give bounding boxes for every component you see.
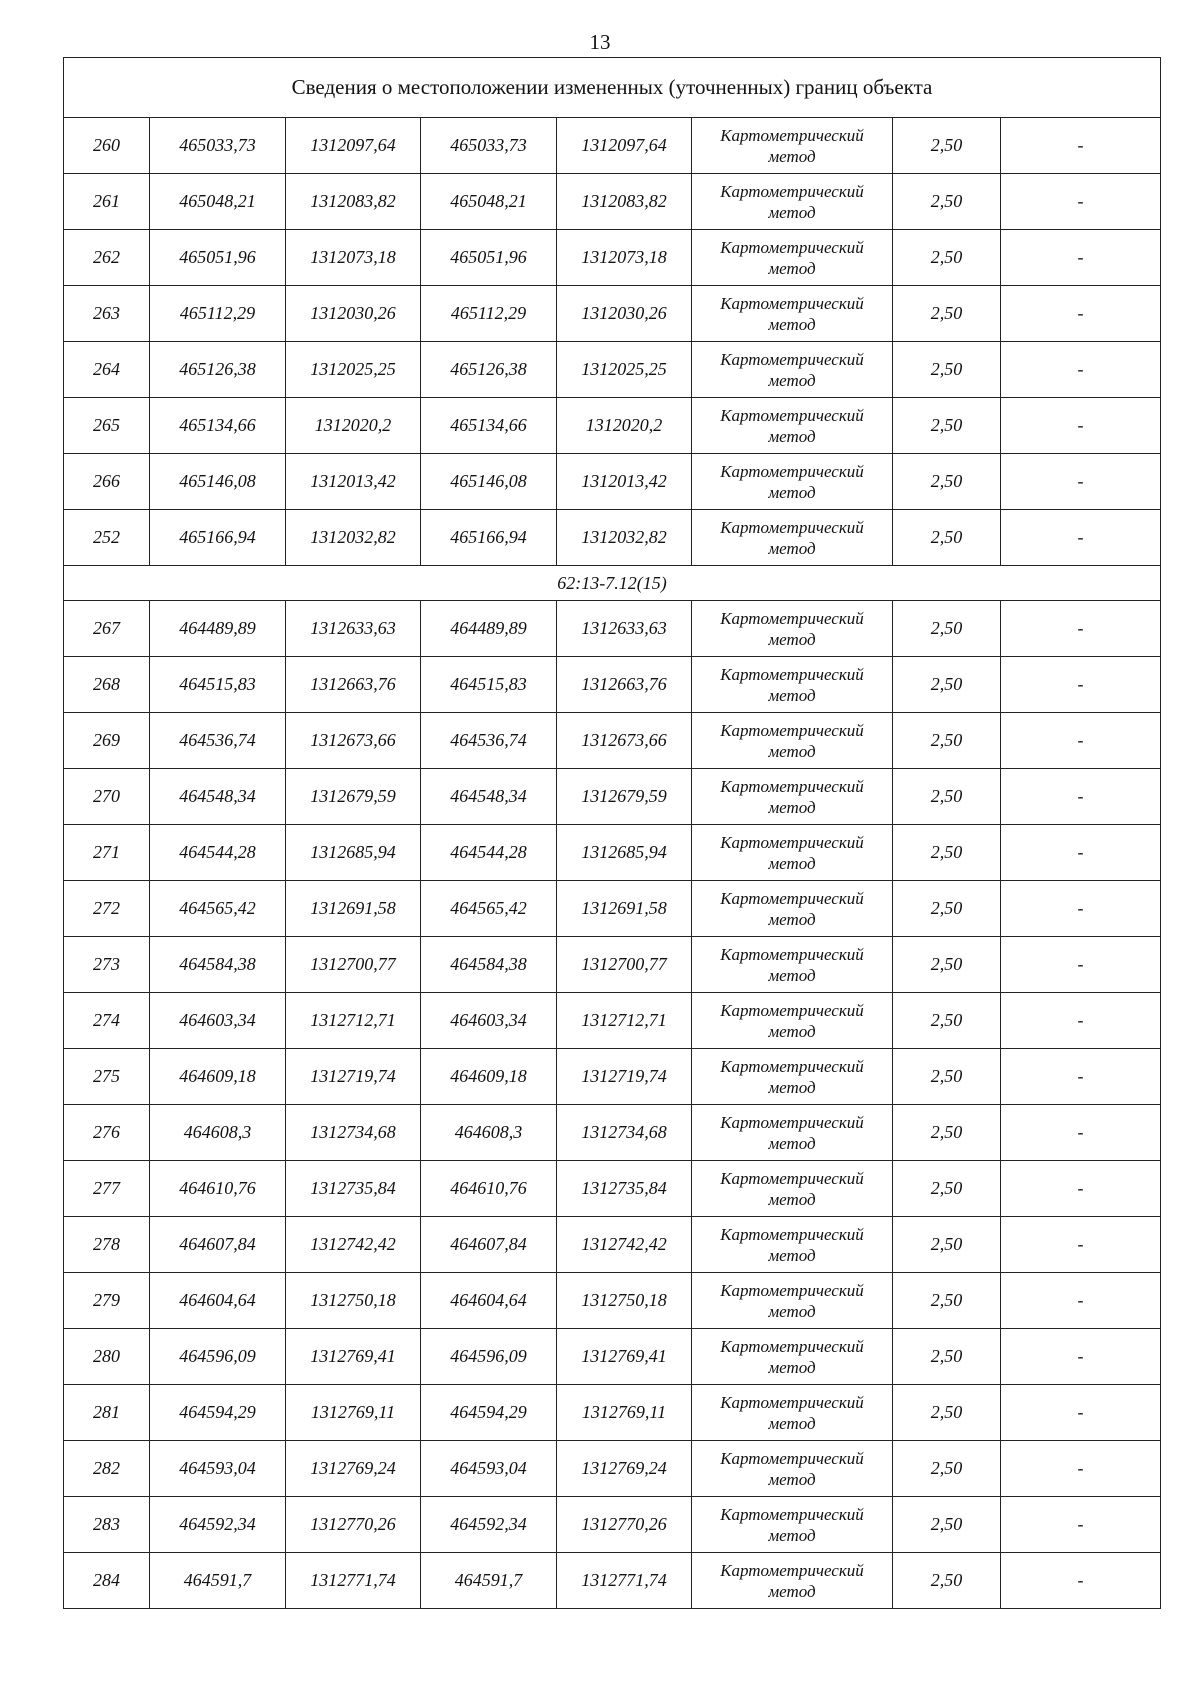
cell-x-new: 464609,18 xyxy=(421,1049,557,1105)
cell-method: Картометрический метод xyxy=(692,993,893,1049)
cell-y-new: 1312633,63 xyxy=(557,601,692,657)
cell-method: Картометрический метод xyxy=(692,1217,893,1273)
cell-accuracy: 2,50 xyxy=(893,398,1001,454)
cell-accuracy: 2,50 xyxy=(893,769,1001,825)
cell-y-new: 1312769,41 xyxy=(557,1329,692,1385)
cell-accuracy: 2,50 xyxy=(893,174,1001,230)
cell-y-new: 1312691,58 xyxy=(557,881,692,937)
cell-method: Картометрический метод xyxy=(692,1553,893,1609)
page-number: 13 xyxy=(589,30,611,54)
cell-y-new: 1312083,82 xyxy=(557,174,692,230)
cell-y-existing: 1312712,71 xyxy=(286,993,421,1049)
cell-method: Картометрический метод xyxy=(692,286,893,342)
cell-y-new: 1312663,76 xyxy=(557,657,692,713)
cell-y-new: 1312032,82 xyxy=(557,510,692,566)
cell-y-new: 1312025,25 xyxy=(557,342,692,398)
cell-y-new: 1312685,94 xyxy=(557,825,692,881)
cell-method: Картометрический метод xyxy=(692,937,893,993)
cell-point-number: 278 xyxy=(64,1217,150,1273)
cell-accuracy: 2,50 xyxy=(893,118,1001,174)
cell-accuracy: 2,50 xyxy=(893,1329,1001,1385)
table-row xyxy=(64,510,1161,566)
table-row xyxy=(64,342,1161,398)
cell-y-existing: 1312097,64 xyxy=(286,118,421,174)
table-row xyxy=(64,657,1161,713)
cell-y-existing: 1312030,26 xyxy=(286,286,421,342)
cell-point-number: 273 xyxy=(64,937,150,993)
table-row xyxy=(64,825,1161,881)
table-row xyxy=(64,993,1161,1049)
cell-description: - xyxy=(1001,881,1161,937)
cell-x-new: 464603,34 xyxy=(421,993,557,1049)
cell-y-new: 1312750,18 xyxy=(557,1273,692,1329)
cell-x-new: 465166,94 xyxy=(421,510,557,566)
cell-x-existing: 464593,04 xyxy=(150,1441,286,1497)
table-row xyxy=(64,769,1161,825)
cell-method: Картометрический метод xyxy=(692,881,893,937)
cell-x-existing: 465146,08 xyxy=(150,454,286,510)
table-row xyxy=(64,1385,1161,1441)
cell-x-new: 464565,42 xyxy=(421,881,557,937)
table-row xyxy=(64,1105,1161,1161)
cell-x-new: 465134,66 xyxy=(421,398,557,454)
cell-y-existing: 1312769,24 xyxy=(286,1441,421,1497)
cell-x-new: 464489,89 xyxy=(421,601,557,657)
cell-y-new: 1312097,64 xyxy=(557,118,692,174)
cell-description: - xyxy=(1001,286,1161,342)
table-row xyxy=(64,174,1161,230)
cell-point-number: 279 xyxy=(64,1273,150,1329)
cell-y-existing: 1312013,42 xyxy=(286,454,421,510)
cell-x-new: 464594,29 xyxy=(421,1385,557,1441)
table-row xyxy=(64,937,1161,993)
cell-method: Картометрический метод xyxy=(692,657,893,713)
cell-method: Картометрический метод xyxy=(692,398,893,454)
cell-y-existing: 1312735,84 xyxy=(286,1161,421,1217)
cell-y-existing: 1312685,94 xyxy=(286,825,421,881)
cell-accuracy: 2,50 xyxy=(893,1105,1001,1161)
cell-x-new: 464607,84 xyxy=(421,1217,557,1273)
cell-y-existing: 1312769,11 xyxy=(286,1385,421,1441)
table-row xyxy=(64,1161,1161,1217)
cell-description: - xyxy=(1001,1105,1161,1161)
cell-description: - xyxy=(1001,769,1161,825)
cell-point-number: 261 xyxy=(64,174,150,230)
cell-y-new: 1312073,18 xyxy=(557,230,692,286)
cell-x-existing: 464489,89 xyxy=(150,601,286,657)
boundary-coordinates-table xyxy=(63,57,1161,1609)
cell-x-existing: 465112,29 xyxy=(150,286,286,342)
cell-method: Картометрический метод xyxy=(692,1105,893,1161)
cell-description: - xyxy=(1001,1049,1161,1105)
cell-point-number: 265 xyxy=(64,398,150,454)
cell-y-existing: 1312742,42 xyxy=(286,1217,421,1273)
cell-method: Картометрический метод xyxy=(692,230,893,286)
cell-method: Картометрический метод xyxy=(692,174,893,230)
cell-x-existing: 465126,38 xyxy=(150,342,286,398)
cell-x-existing: 464536,74 xyxy=(150,713,286,769)
cell-description: - xyxy=(1001,1441,1161,1497)
cell-y-new: 1312742,42 xyxy=(557,1217,692,1273)
cell-accuracy: 2,50 xyxy=(893,601,1001,657)
cell-description: - xyxy=(1001,825,1161,881)
cell-point-number: 277 xyxy=(64,1161,150,1217)
cell-x-existing: 464610,76 xyxy=(150,1161,286,1217)
cell-point-number: 275 xyxy=(64,1049,150,1105)
cell-y-new: 1312700,77 xyxy=(557,937,692,993)
cell-y-existing: 1312770,26 xyxy=(286,1497,421,1553)
table-row xyxy=(64,398,1161,454)
cell-accuracy: 2,50 xyxy=(893,510,1001,566)
cell-description: - xyxy=(1001,601,1161,657)
cell-method: Картометрический метод xyxy=(692,342,893,398)
cell-x-existing: 464544,28 xyxy=(150,825,286,881)
cell-x-new: 464536,74 xyxy=(421,713,557,769)
cell-x-existing: 464515,83 xyxy=(150,657,286,713)
cell-description: - xyxy=(1001,510,1161,566)
cell-y-new: 1312673,66 xyxy=(557,713,692,769)
cell-x-existing: 464603,34 xyxy=(150,993,286,1049)
cell-description: - xyxy=(1001,118,1161,174)
cell-x-new: 464515,83 xyxy=(421,657,557,713)
cell-method: Картометрический метод xyxy=(692,825,893,881)
cell-accuracy: 2,50 xyxy=(893,230,1001,286)
table-row xyxy=(64,1049,1161,1105)
cell-y-existing: 1312083,82 xyxy=(286,174,421,230)
cell-x-existing: 465033,73 xyxy=(150,118,286,174)
cell-accuracy: 2,50 xyxy=(893,1385,1001,1441)
cell-point-number: 262 xyxy=(64,230,150,286)
cell-description: - xyxy=(1001,1385,1161,1441)
cell-x-new: 465146,08 xyxy=(421,454,557,510)
table-row xyxy=(64,454,1161,510)
cell-method: Картометрический метод xyxy=(692,1161,893,1217)
cell-description: - xyxy=(1001,1217,1161,1273)
cell-point-number: 252 xyxy=(64,510,150,566)
cell-x-new: 464604,64 xyxy=(421,1273,557,1329)
cell-point-number: 284 xyxy=(64,1553,150,1609)
cell-x-existing: 464608,3 xyxy=(150,1105,286,1161)
cell-point-number: 264 xyxy=(64,342,150,398)
cell-y-existing: 1312673,66 xyxy=(286,713,421,769)
cell-x-existing: 465134,66 xyxy=(150,398,286,454)
cell-y-existing: 1312769,41 xyxy=(286,1329,421,1385)
cell-description: - xyxy=(1001,398,1161,454)
cell-y-existing: 1312020,2 xyxy=(286,398,421,454)
cell-point-number: 266 xyxy=(64,454,150,510)
table-row xyxy=(64,118,1161,174)
cell-description: - xyxy=(1001,993,1161,1049)
cell-point-number: 272 xyxy=(64,881,150,937)
cell-y-new: 1312013,42 xyxy=(557,454,692,510)
cell-method: Картометрический метод xyxy=(692,1273,893,1329)
cell-y-new: 1312735,84 xyxy=(557,1161,692,1217)
cell-point-number: 271 xyxy=(64,825,150,881)
cell-accuracy: 2,50 xyxy=(893,1497,1001,1553)
cell-method: Картометрический метод xyxy=(692,510,893,566)
cell-y-existing: 1312734,68 xyxy=(286,1105,421,1161)
table-row xyxy=(64,1329,1161,1385)
cell-description: - xyxy=(1001,174,1161,230)
cell-accuracy: 2,50 xyxy=(893,657,1001,713)
cell-y-existing: 1312691,58 xyxy=(286,881,421,937)
cell-x-new: 464592,34 xyxy=(421,1497,557,1553)
cell-y-new: 1312030,26 xyxy=(557,286,692,342)
table-row xyxy=(64,1553,1161,1609)
cell-description: - xyxy=(1001,1273,1161,1329)
cell-x-existing: 465051,96 xyxy=(150,230,286,286)
cell-description: - xyxy=(1001,1161,1161,1217)
table-row xyxy=(64,1273,1161,1329)
cell-description: - xyxy=(1001,937,1161,993)
cell-x-new: 464544,28 xyxy=(421,825,557,881)
cell-accuracy: 2,50 xyxy=(893,1273,1001,1329)
cell-method: Картометрический метод xyxy=(692,713,893,769)
cell-x-new: 464584,38 xyxy=(421,937,557,993)
cell-point-number: 280 xyxy=(64,1329,150,1385)
cell-method: Картометрический метод xyxy=(692,1329,893,1385)
table-title: Сведения о местоположении измененных (уточненных) границ объекта xyxy=(64,58,1161,118)
cell-description: - xyxy=(1001,342,1161,398)
table-row xyxy=(64,1441,1161,1497)
cell-method: Картометрический метод xyxy=(692,1441,893,1497)
table-row xyxy=(64,881,1161,937)
cell-method: Картометрический метод xyxy=(692,454,893,510)
cell-x-existing: 464584,38 xyxy=(150,937,286,993)
cell-x-new: 464593,04 xyxy=(421,1441,557,1497)
cell-y-new: 1312679,59 xyxy=(557,769,692,825)
cell-y-new: 1312769,24 xyxy=(557,1441,692,1497)
cell-x-existing: 464604,64 xyxy=(150,1273,286,1329)
cell-y-existing: 1312073,18 xyxy=(286,230,421,286)
cell-x-existing: 464596,09 xyxy=(150,1329,286,1385)
cell-description: - xyxy=(1001,713,1161,769)
section-label: 62:13-7.12(15) xyxy=(64,566,1161,601)
cell-method: Картометрический метод xyxy=(692,769,893,825)
cell-point-number: 282 xyxy=(64,1441,150,1497)
cell-x-existing: 464591,7 xyxy=(150,1553,286,1609)
cell-x-existing: 464565,42 xyxy=(150,881,286,937)
cell-accuracy: 2,50 xyxy=(893,342,1001,398)
cell-x-new: 464596,09 xyxy=(421,1329,557,1385)
cell-accuracy: 2,50 xyxy=(893,1049,1001,1105)
cell-y-new: 1312769,11 xyxy=(557,1385,692,1441)
cell-x-existing: 464592,34 xyxy=(150,1497,286,1553)
cell-accuracy: 2,50 xyxy=(893,1441,1001,1497)
table-row xyxy=(64,1217,1161,1273)
cell-y-existing: 1312679,59 xyxy=(286,769,421,825)
table-row xyxy=(64,286,1161,342)
cell-x-new: 464548,34 xyxy=(421,769,557,825)
cell-description: - xyxy=(1001,230,1161,286)
cell-x-existing: 464609,18 xyxy=(150,1049,286,1105)
cell-accuracy: 2,50 xyxy=(893,286,1001,342)
table-row xyxy=(64,713,1161,769)
cell-x-existing: 465166,94 xyxy=(150,510,286,566)
cell-point-number: 276 xyxy=(64,1105,150,1161)
cell-accuracy: 2,50 xyxy=(893,993,1001,1049)
table-row xyxy=(64,601,1161,657)
cell-point-number: 269 xyxy=(64,713,150,769)
cell-accuracy: 2,50 xyxy=(893,881,1001,937)
cell-x-new: 465112,29 xyxy=(421,286,557,342)
cell-point-number: 274 xyxy=(64,993,150,1049)
cell-point-number: 281 xyxy=(64,1385,150,1441)
cell-description: - xyxy=(1001,1497,1161,1553)
cell-method: Картометрический метод xyxy=(692,1497,893,1553)
section-header-row xyxy=(64,566,1161,601)
cell-description: - xyxy=(1001,657,1161,713)
cell-y-new: 1312771,74 xyxy=(557,1553,692,1609)
cell-point-number: 283 xyxy=(64,1497,150,1553)
table-row xyxy=(64,1497,1161,1553)
table-title-row xyxy=(64,58,1161,118)
cell-y-existing: 1312719,74 xyxy=(286,1049,421,1105)
cell-x-new: 464608,3 xyxy=(421,1105,557,1161)
cell-y-existing: 1312032,82 xyxy=(286,510,421,566)
table-row xyxy=(64,230,1161,286)
cell-x-existing: 464607,84 xyxy=(150,1217,286,1273)
cell-method: Картометрический метод xyxy=(692,118,893,174)
cell-description: - xyxy=(1001,1329,1161,1385)
cell-x-new: 465033,73 xyxy=(421,118,557,174)
cell-y-existing: 1312750,18 xyxy=(286,1273,421,1329)
cell-y-new: 1312770,26 xyxy=(557,1497,692,1553)
cell-method: Картометрический метод xyxy=(692,1385,893,1441)
cell-x-new: 464610,76 xyxy=(421,1161,557,1217)
cell-description: - xyxy=(1001,1553,1161,1609)
cell-accuracy: 2,50 xyxy=(893,825,1001,881)
cell-y-new: 1312712,71 xyxy=(557,993,692,1049)
cell-y-existing: 1312633,63 xyxy=(286,601,421,657)
cell-point-number: 263 xyxy=(64,286,150,342)
cell-point-number: 260 xyxy=(64,118,150,174)
cell-accuracy: 2,50 xyxy=(893,1553,1001,1609)
cell-x-new: 465051,96 xyxy=(421,230,557,286)
cell-y-existing: 1312663,76 xyxy=(286,657,421,713)
cell-y-existing: 1312025,25 xyxy=(286,342,421,398)
cell-accuracy: 2,50 xyxy=(893,713,1001,769)
cell-y-new: 1312020,2 xyxy=(557,398,692,454)
cell-accuracy: 2,50 xyxy=(893,454,1001,510)
cell-point-number: 267 xyxy=(64,601,150,657)
cell-x-new: 465126,38 xyxy=(421,342,557,398)
cell-method: Картометрический метод xyxy=(692,601,893,657)
cell-y-new: 1312734,68 xyxy=(557,1105,692,1161)
cell-accuracy: 2,50 xyxy=(893,1217,1001,1273)
cell-x-existing: 465048,21 xyxy=(150,174,286,230)
cell-accuracy: 2,50 xyxy=(893,1161,1001,1217)
cell-point-number: 268 xyxy=(64,657,150,713)
cell-x-existing: 464548,34 xyxy=(150,769,286,825)
cell-description: - xyxy=(1001,454,1161,510)
cell-point-number: 270 xyxy=(64,769,150,825)
cell-x-new: 464591,7 xyxy=(421,1553,557,1609)
cell-y-new: 1312719,74 xyxy=(557,1049,692,1105)
cell-y-existing: 1312771,74 xyxy=(286,1553,421,1609)
cell-x-new: 465048,21 xyxy=(421,174,557,230)
cell-accuracy: 2,50 xyxy=(893,937,1001,993)
cell-method: Картометрический метод xyxy=(692,1049,893,1105)
cell-x-existing: 464594,29 xyxy=(150,1385,286,1441)
cell-y-existing: 1312700,77 xyxy=(286,937,421,993)
